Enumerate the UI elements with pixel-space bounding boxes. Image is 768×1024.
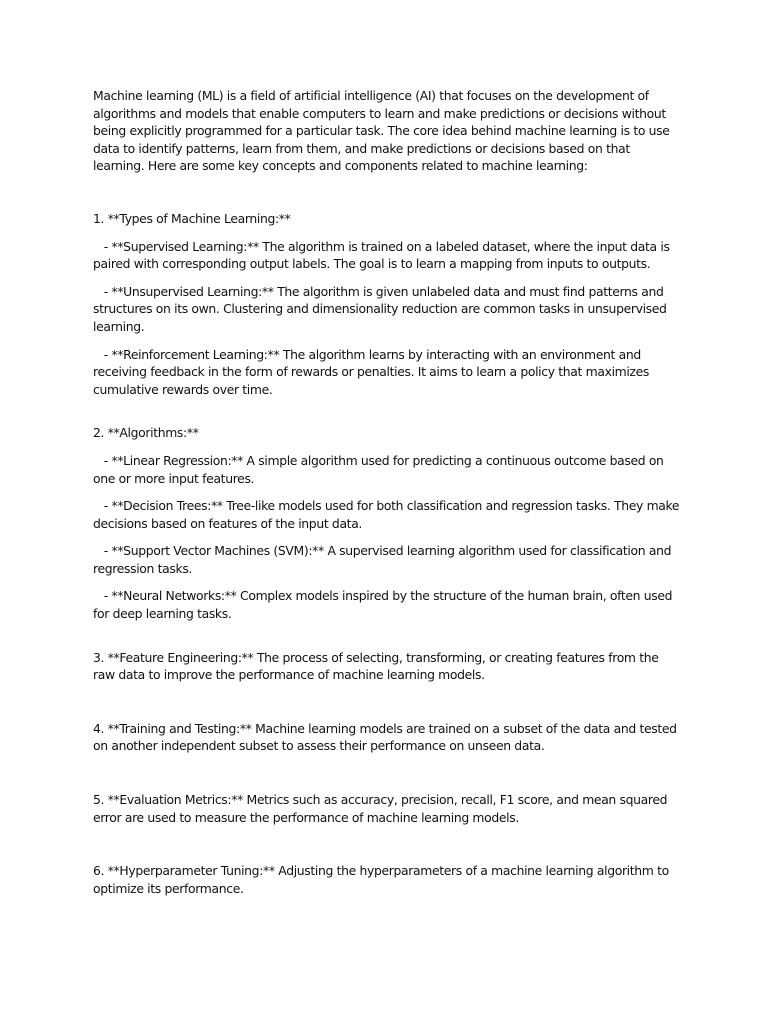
item-hyperparameter-tuning: 6. **Hyperparameter Tuning:** Adjusting the hyperparameters of a machine learning algorithm to optimize its performance. [93, 863, 673, 896]
bullet-decision-trees: - **Decision Trees:** Tree-like models used for both classification and regression tasks. They make decisions based on features of the input data. [93, 498, 683, 531]
bullet-neural-networks: - **Neural Networks:** Complex models inspired by the structure of the human brain, often used for deep learning tasks. [93, 588, 676, 622]
section-heading-algorithms: 2. **Algorithms:** [93, 425, 199, 441]
bullet-reinforcement: - **Reinforcement Learning:** The algorithm learns by interacting with an environment and receiving feedback in the form of rewards or penalties. It aims to learn a policy that maximizes cumulative rewards over time. [93, 346, 653, 397]
bullet-supervised: - **Supervised Learning:** The algorithm is trained on a labeled dataset, where the input data is paired with corresponding output labels. The goal is to learn a mapping from inputs to outputs. [93, 238, 674, 272]
bullet-svm: - **Support Vector Machines (SVM):** A supervised learning algorithm used for classification and regression tasks. [93, 543, 675, 576]
document-page [93, 87, 683, 933]
bullet-linear-regression: - **Linear Regression:** A simple algorithm used for predicting a continuous outcome based on one or more input features. [93, 452, 668, 486]
item-training-testing: 4. **Training and Testing:** Machine learning models are trained on a subset of the data and tested on another independent subset to assess their performance on unseen data. [93, 720, 681, 754]
section-heading-types: 1. **Types of Machine Learning:** [93, 210, 291, 226]
intro-paragraph: Machine learning (ML) is a field of artificial intelligence (AI) that focuses on the development of algorithms and models that enable computers to learn and make predictions or decisions without being explicitly programmed for a particular task. The core idea behind machine learning is to use data to identify patterns, learn from them, and make predictions or decisions based on that learning. Here are some key concepts and components related to machine learning: [93, 88, 674, 174]
item-evaluation-metrics: 5. **Evaluation Metrics:** Metrics such as accuracy, precision, recall, F1 score, and mean squared error are used to measure the performance of machine learning models. [93, 792, 671, 825]
bullet-unsupervised: - **Unsupervised Learning:** The algorithm is given unlabeled data and must find patterns and structures on its own. Clustering and dimensionality reduction are common tasks in unsupervised learning. [93, 283, 671, 334]
item-feature-engineering: 3. **Feature Engineering:** The process of selecting, transforming, or creating features from the raw data to improve the performance of machine learning models. [93, 649, 663, 683]
